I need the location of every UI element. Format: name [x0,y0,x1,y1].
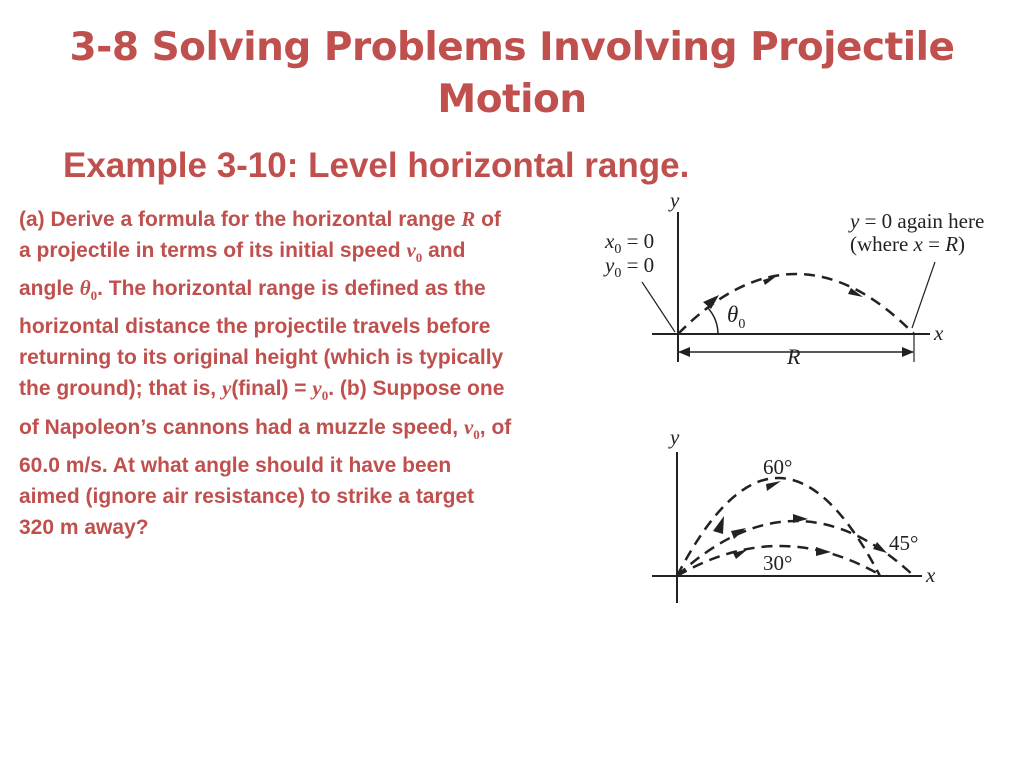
text: (final) = [231,377,313,401]
subscript: 0 [415,250,423,266]
range-label: R [787,344,801,369]
trajectory-arrow [816,547,831,556]
slide-title: 3-8 Solving Problems Involving Projectile Motion [69,25,955,122]
text: (a) Derive a formula for the horizontal range [19,208,462,231]
text: . The horizontal range is defined as the [97,277,486,301]
y-variable: y [221,376,232,401]
x-axis-label: x [926,563,936,587]
text: , of [479,415,512,439]
trajectory-arrow [731,528,746,539]
angle-45-label: 45° [889,531,919,555]
text: of Napoleon’s cannons had a muzzle speed, [19,415,464,439]
var-letter: v [406,238,416,262]
problem-line: horizontal distance the projectile travels before [19,315,491,339]
text: angle [19,277,80,301]
theta0-label: $\theta_0$ [727,302,746,332]
trajectory-arrow [713,516,724,534]
x0-label: $x_0 = 0$ [605,229,655,257]
subscript: 0 [321,388,329,404]
angle-30-label: 30° [763,551,793,575]
problem-line: 60.0 m/s. At what angle should it have been [19,453,452,477]
var-letter: v [463,414,474,439]
landing-note-line2: (where x = R) [850,232,966,256]
text: the ground); that is, [19,377,222,401]
landing-note-line1: y = 0 again here [850,209,985,233]
trajectory-arrow [873,542,887,553]
y-axis-label: y [670,188,680,212]
range-variable: R [461,207,476,231]
problem-line: aimed (ignore air resistance) to strike a target [19,484,475,508]
text: a projectile in terms of its initial speed [19,239,407,262]
var-letter: y [312,376,322,401]
trajectory-arrow [766,481,781,491]
x-axis-label: x [934,321,944,345]
angle-60-label: 60° [763,455,793,479]
subscript: 0 [473,426,480,442]
text: and [422,239,466,262]
text: . (b) Suppose one [328,377,505,401]
problem-line: 320 m away? [19,515,149,539]
problem-line: returning to its original height (which is typically [19,346,504,370]
example-heading: Example 3-10: Level horizontal range. [63,146,690,185]
text: of [475,208,501,231]
var-letter: θ [79,276,91,301]
y-axis-label: y [670,425,680,449]
subscript: 0 [90,288,98,304]
y0-label: $y_0 = 0$ [605,253,655,281]
